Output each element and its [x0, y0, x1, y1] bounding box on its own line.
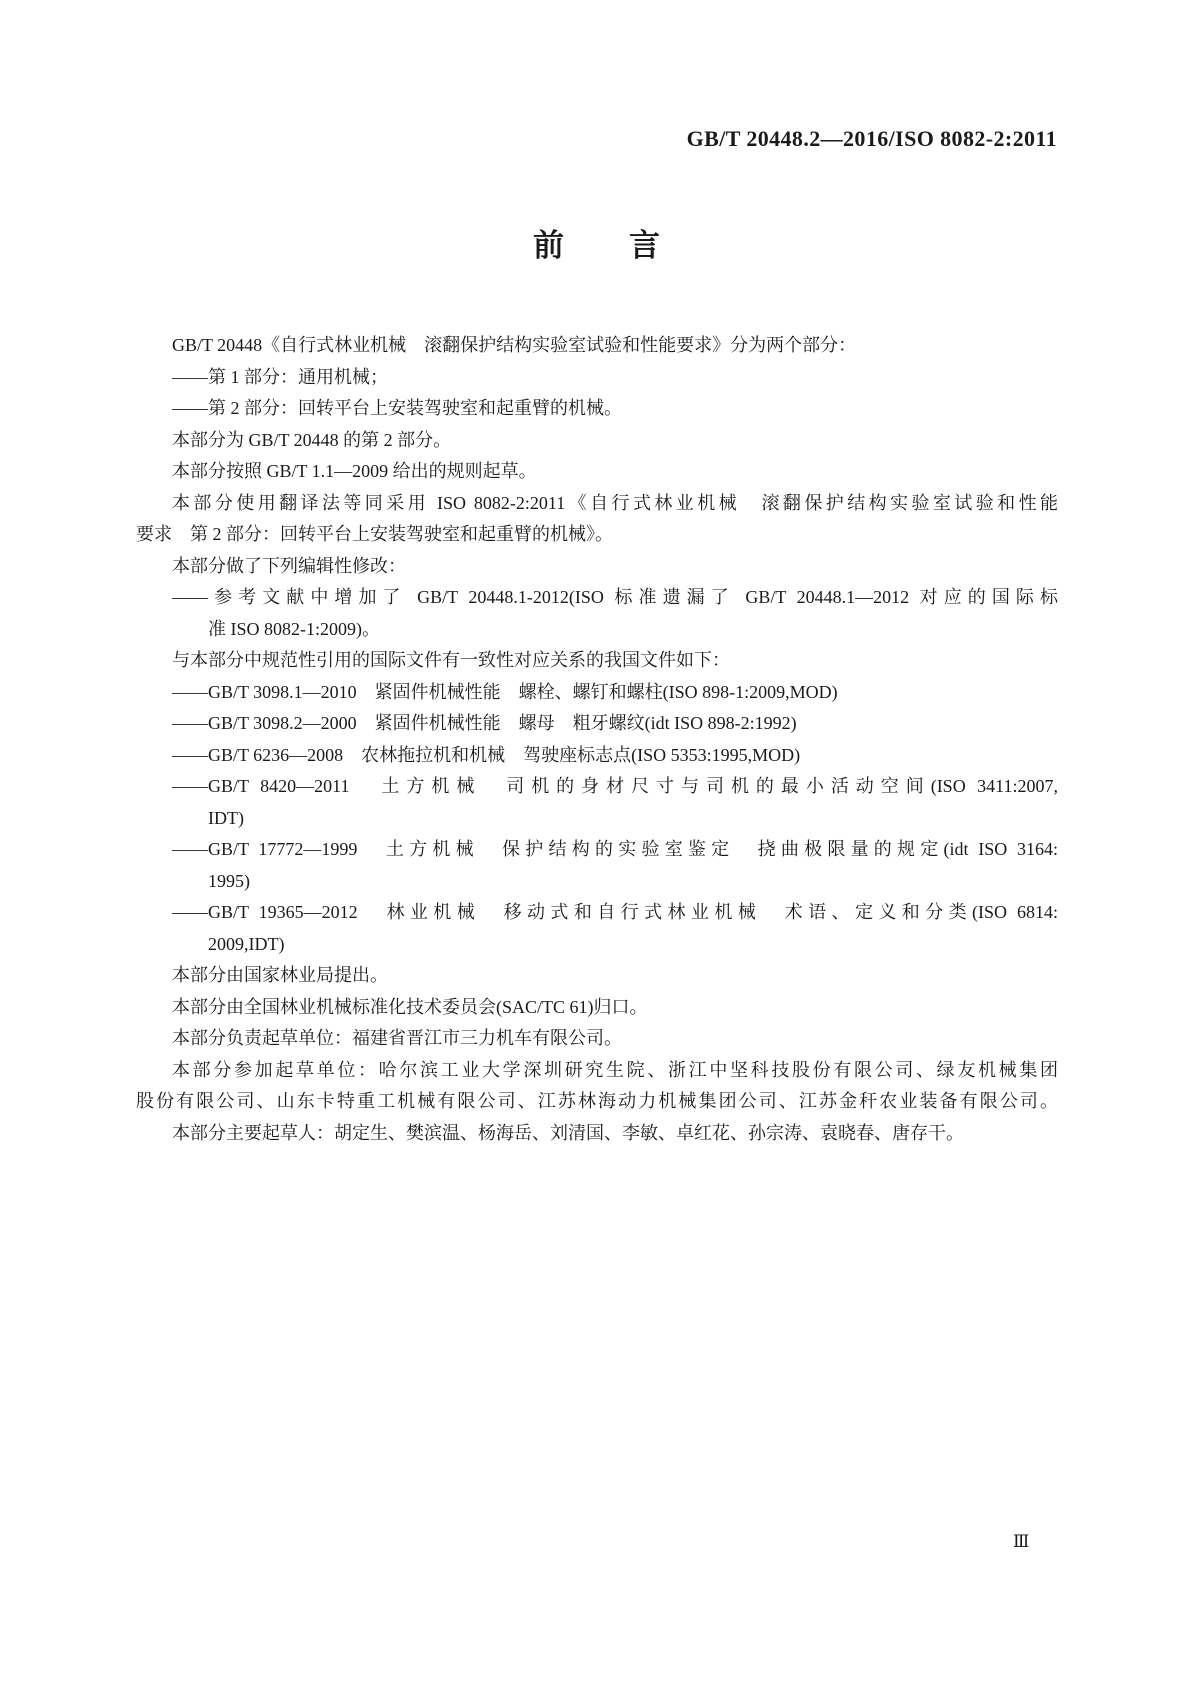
foreword-line: 与本部分中规范性引用的国际文件有一致性对应关系的我国文件如下： — [172, 650, 730, 670]
foreword-line: ——参考文献中增加了 GB/T 20448.1-2012(ISO 标准遗漏了 GB/T 20448.1—2012 对应的国际标 — [172, 587, 1058, 607]
standard-code: GB/T 20448.2—2016/ISO 8082-2:2011 — [686, 126, 1057, 151]
foreword-line: 准 ISO 8082-1:2009)。 — [208, 618, 380, 639]
foreword-line: ——GB/T 6236—2008 农林拖拉机和机械 驾驶座标志点(ISO 5353:1995,MOD) — [172, 744, 801, 765]
foreword-line: 本部分主要起草人：胡定生、樊滨温、杨海岳、刘清国、李敏、卓红花、孙宗涛、袁晓春、唐存干。 — [172, 1122, 964, 1143]
foreword-line: ——GB/T 8420—2011 土方机械 司机的身材尺寸与司机的最小活动空间(ISO 3411:2007, — [172, 776, 1058, 796]
foreword-line: 本部分负责起草单位：福建省晋江市三力机车有限公司。 — [172, 1028, 622, 1048]
foreword-line: 本部分由全国林业机械标准化技术委员会(SAC/TC 61)归口。 — [172, 996, 648, 1017]
page-number: Ⅲ — [1013, 1532, 1031, 1551]
foreword-line: 要求 第 2 部分：回转平台上安装驾驶室和起重臂的机械》。 — [136, 524, 613, 544]
foreword-line: ——GB/T 19365—2012 林业机械 移动式和自行式林业机械 术语、定义和分类(ISO 6814: — [172, 902, 1058, 922]
foreword-line: GB/T 20448《自行式林业机械 滚翻保护结构实验室试验和性能要求》分为两个部分： — [172, 335, 857, 355]
foreword-line: ——第 2 部分：回转平台上安装驾驶室和起重臂的机械。 — [172, 398, 622, 418]
foreword-line: 股份有限公司、山东卡特重工机械有限公司、江苏林海动力机械集团公司、江苏金秆农业装备有限公司。 — [136, 1091, 1058, 1111]
foreword-line: ——GB/T 3098.1—2010 紧固件机械性能 螺栓、螺钉和螺柱(ISO 898-1:2009,MOD) — [172, 681, 838, 702]
foreword-line: 本部分由国家林业局提出。 — [172, 965, 388, 985]
foreword-line: 本部分使用翻译法等同采用 ISO 8082-2:2011《自行式林业机械 滚翻保护结构实验室试验和性能 — [172, 492, 1058, 513]
foreword-line: ——GB/T 17772—1999 土方机械 保护结构的实验室鉴定 挠曲极限量的规定(idt ISO 3164: — [172, 839, 1058, 859]
foreword-line: ——第 1 部分：通用机械； — [172, 366, 388, 387]
foreword-line: 2009,IDT) — [208, 933, 285, 954]
foreword-line: 本部分为 GB/T 20448 的第 2 部分。 — [172, 429, 452, 450]
foreword-line: 本部分按照 GB/T 1.1—2009 给出的规则起草。 — [172, 461, 537, 481]
foreword-body — [136, 330, 1058, 1149]
foreword-line: 本部分做了下列编辑性修改： — [172, 555, 406, 576]
foreword-line: ——GB/T 3098.2—2000 紧固件机械性能 螺母 粗牙螺纹(idt ISO 898-2:1992) — [172, 713, 797, 733]
page-title: 前 言 — [533, 228, 661, 263]
foreword-line: IDT) — [208, 807, 244, 828]
foreword-line: 1995) — [208, 870, 250, 891]
foreword-line: 本部分参加起草单位：哈尔滨工业大学深圳研究生院、浙江中坚科技股份有限公司、绿友机械集团 — [172, 1059, 1058, 1080]
